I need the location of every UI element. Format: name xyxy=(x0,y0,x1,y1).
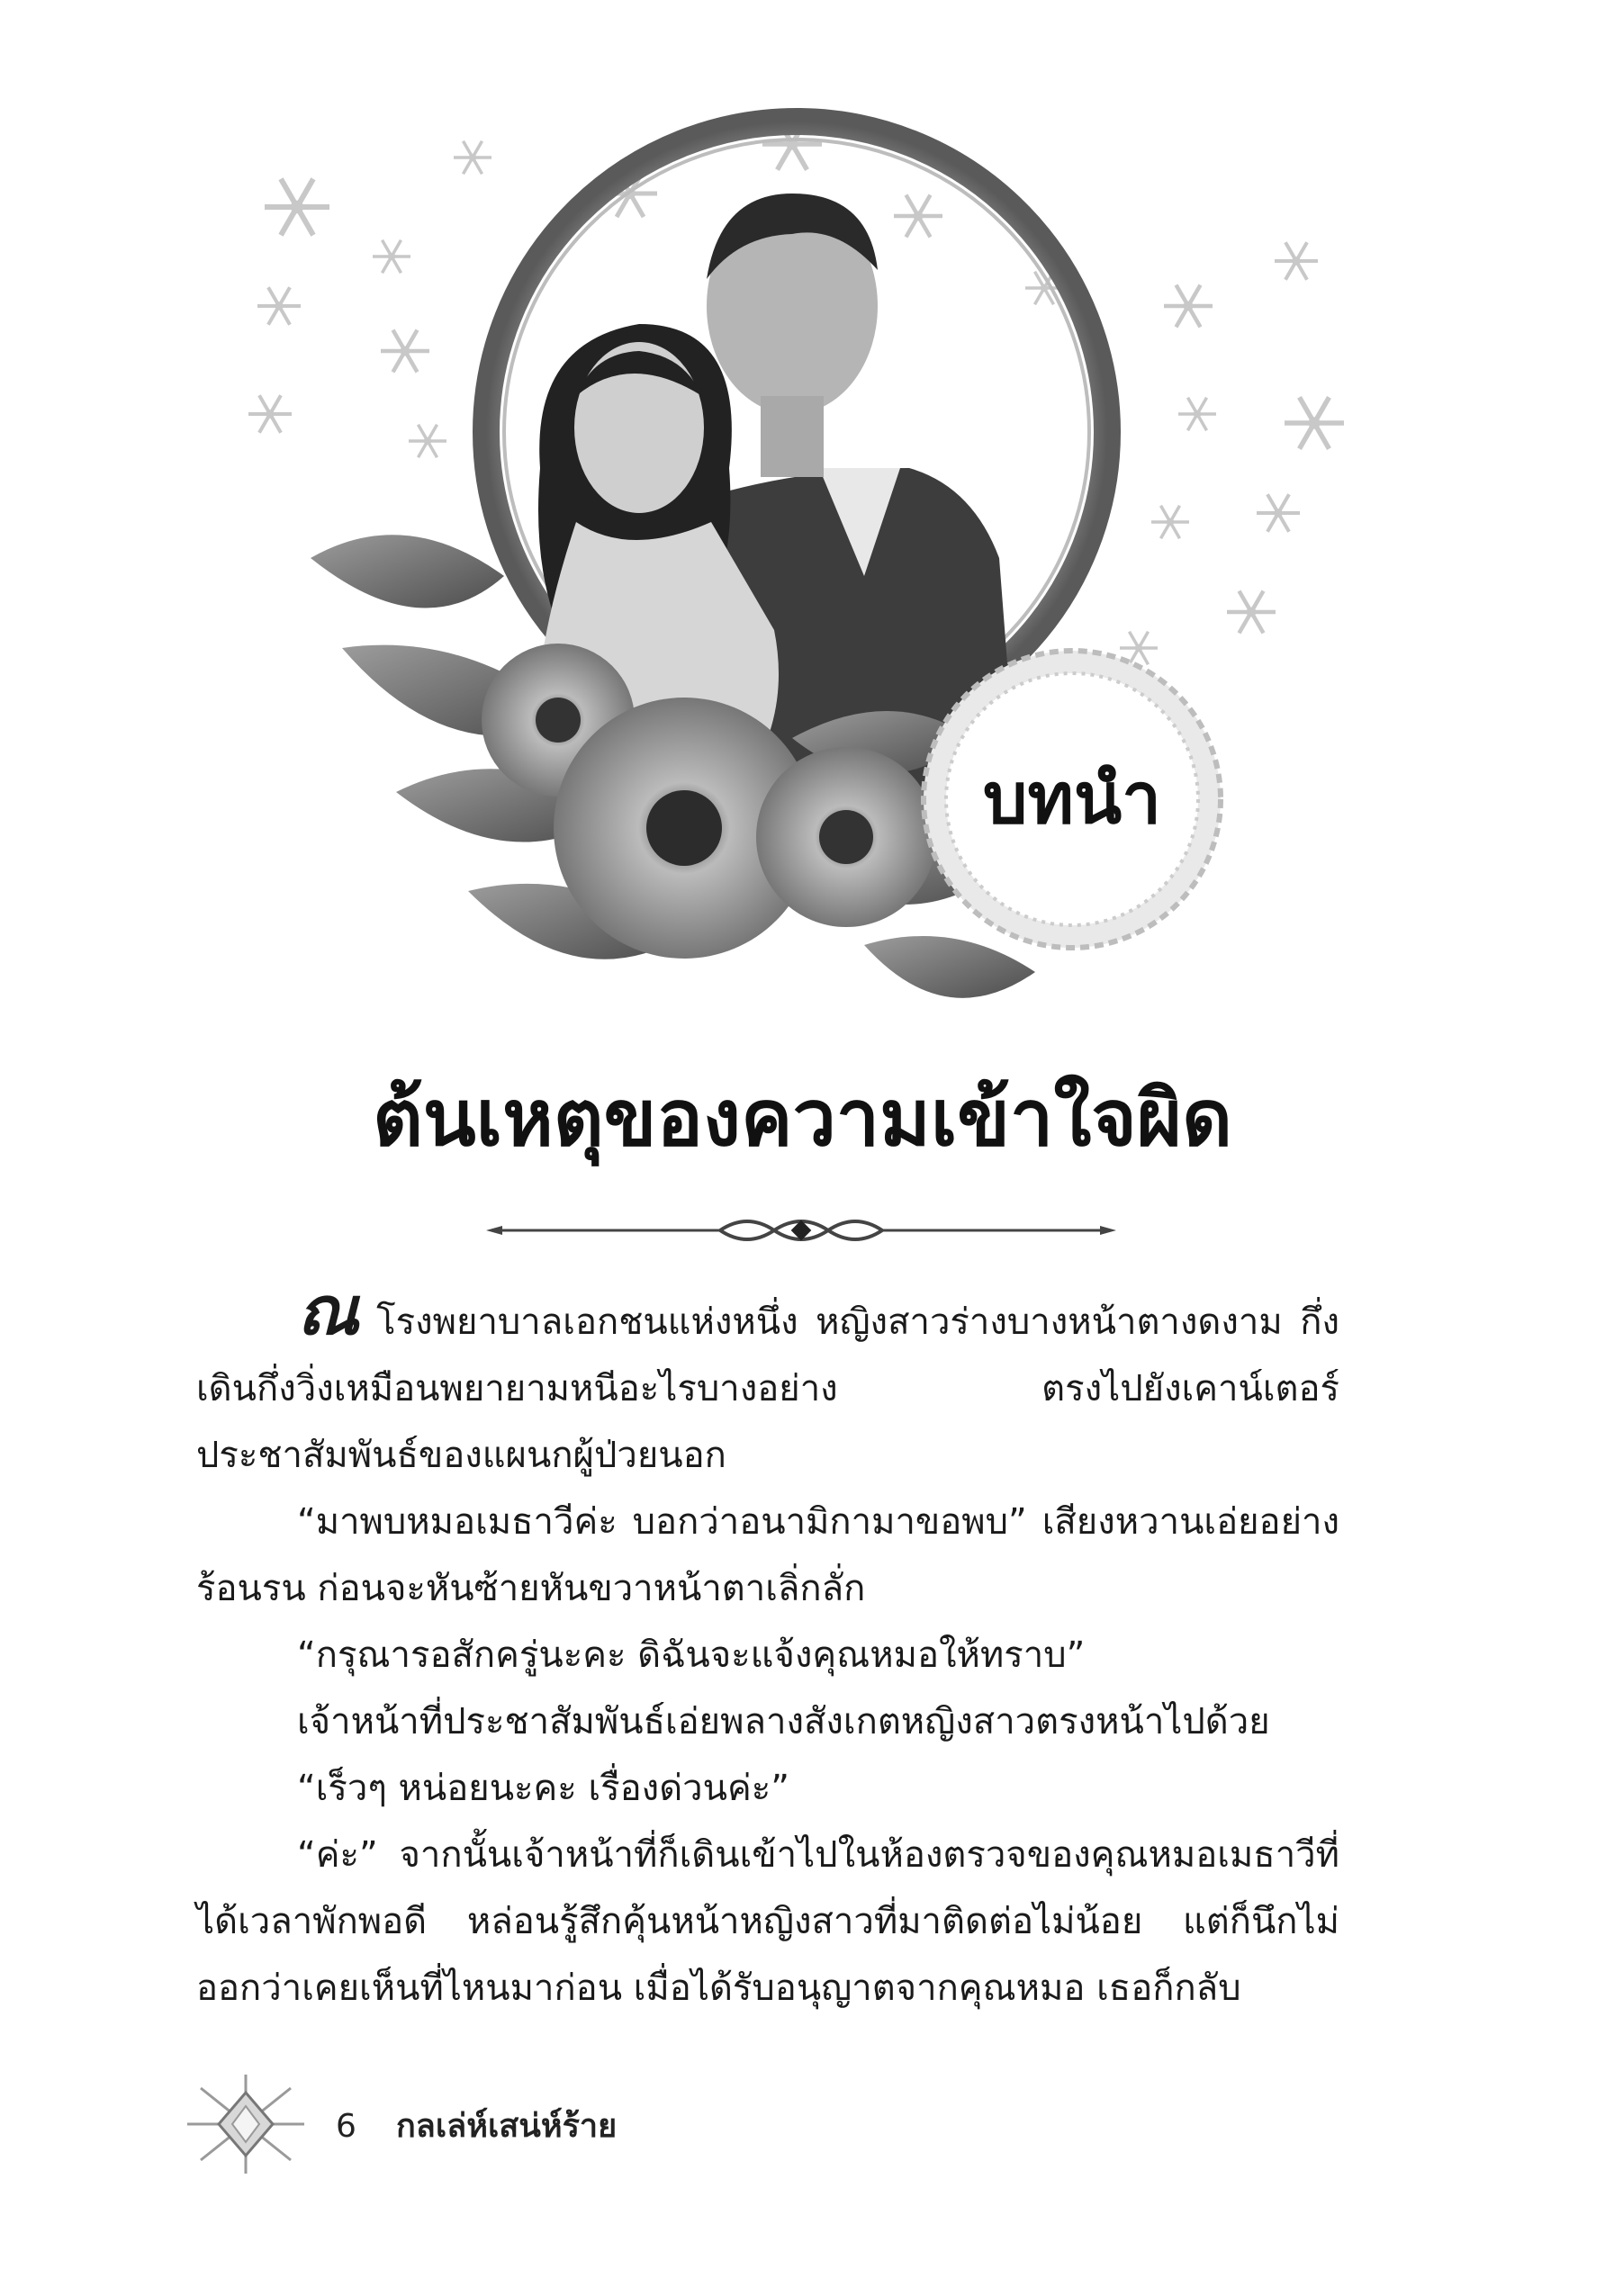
paragraph: “มาพบหมอเมธาวีค่ะ บอกว่าอนามิกามาขอพบ” เสียงหวานเอ่ยอย่างร้อนรน ก่อนจะหันซ้ายหันขวาหน้าตาเลิ่กลั่ก xyxy=(196,1501,1339,1609)
chapter-illustration xyxy=(0,0,1605,1080)
drop-cap: ณ xyxy=(297,1273,359,1350)
paragraph: “กรุณารอสักครู่นะคะ ดิฉันจะแจ้งคุณหมอให้ทราบ” xyxy=(297,1634,1086,1676)
paragraph-text: โรงพยาบาลเอกชนแห่งหนึ่ง หญิงสาวร่างบางหน้าตางดงาม กึ่งเดินกึ่งวิ่งเหมือนพยายามหนีอะไรบางอย่าง ตรงไปยังเคาน์เตอร์ประชาสัมพันธ์ของแผนกผู้ป่วยนอก xyxy=(196,1301,1339,1476)
chapter-label: บทนำ xyxy=(982,758,1162,840)
diamond-icon xyxy=(178,2070,313,2178)
paragraph: “เร็วๆ หน่อยนะคะ เรื่องด่วนค่ะ” xyxy=(297,1768,789,1809)
book-title: กลเล่ห์เสน่ห์ร้าย xyxy=(396,2108,618,2145)
chapter-title: ต้นเหตุของความเข้าใจผิด xyxy=(373,1073,1232,1164)
chapter-body xyxy=(196,1273,1339,2021)
page-number: 6 xyxy=(336,2108,356,2145)
paragraph: เจ้าหน้าที่ประชาสัมพันธ์เอ่ยพลางสังเกตหญิงสาวตรงหน้าไปด้วย xyxy=(297,1701,1270,1742)
paragraph: “ค่ะ” จากนั้นเจ้าหน้าที่ก็เดินเข้าไปในห้องตรวจของคุณหมอเมธาวีที่ได้เวลาพักพอดี หล่อนรู้สึกคุ้นหน้าหญิงสาวที่มาติดต่อไม่น้อย แต่ก็นึกไม่ออกว่าเคยเห็นที่ไหนมาก่อน เมื่อได้รับอนุญาตจากคุณหมอ เธอก็กลับ xyxy=(196,1834,1339,2009)
divider-ornament xyxy=(486,1208,1116,1253)
paragraph xyxy=(196,1273,1339,1489)
